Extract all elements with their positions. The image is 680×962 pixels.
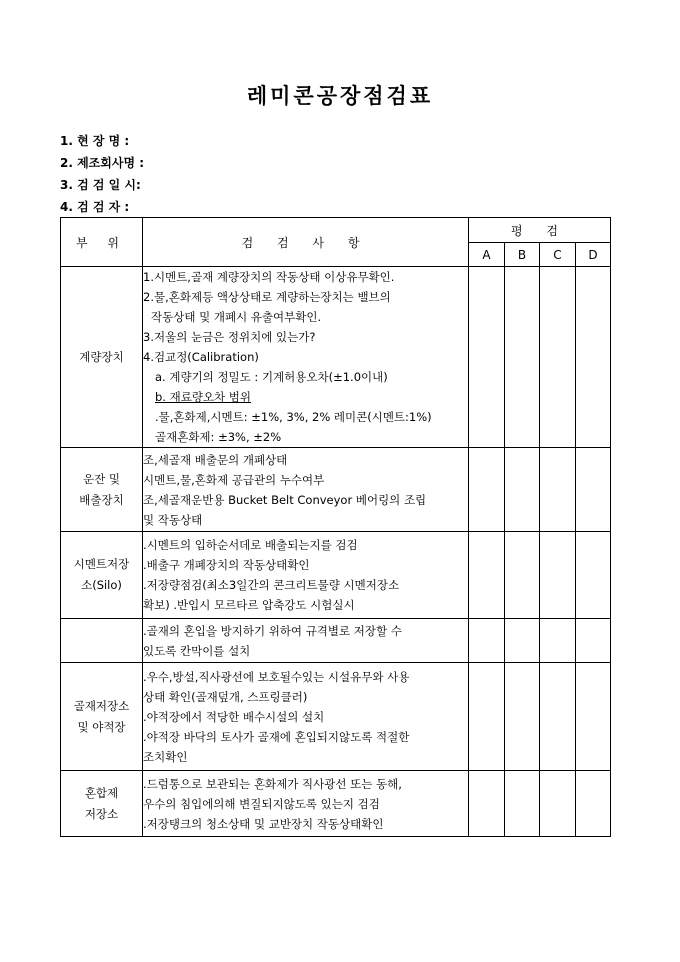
item-line: .야적장 바닥의 토사가 골재에 혼입되지않도록 적절한 (143, 729, 410, 744)
area-cell (61, 663, 143, 771)
grade-cell-c[interactable] (540, 267, 576, 448)
table-row (61, 663, 611, 771)
info-site-name: 1. 현 장 명 : (60, 134, 130, 148)
grade-cell-b[interactable] (505, 771, 540, 837)
grade-cell-d[interactable] (576, 619, 611, 663)
item-line: 4.검교정(Calibration) (143, 350, 259, 364)
area-cell (61, 267, 143, 448)
item-line: 및 작동상태 (143, 512, 203, 527)
area-label: 운잔 및 (83, 471, 120, 486)
table-row (61, 771, 611, 837)
item-line: 3.저울의 눈금은 정위치에 있는가? (143, 330, 316, 344)
item-line: 2.물,혼화제등 액상상태로 계량하는장치는 밸브의 (143, 290, 391, 304)
area-cell (61, 448, 143, 532)
grade-cell-d[interactable] (576, 663, 611, 771)
area-label: 시멘트저장 (73, 557, 130, 571)
grade-cell-b[interactable] (505, 267, 540, 448)
grade-cell-b[interactable] (505, 663, 540, 771)
info-inspection-date: 3. 검 검 일 시: (60, 178, 141, 192)
area-cell (61, 771, 143, 837)
area-label: 계량장치 (79, 349, 124, 364)
item-line: .우수,방설,직사광선에 보호될수있는 시설유무와 사용 (143, 669, 410, 684)
item-line: a. 계량기의 정밀도 : 기계허용오차(±1.0이내) (155, 370, 388, 384)
item-line: 상태 확인(골재덮개, 스프링클러) (143, 689, 308, 704)
item-line: 시멘트,물,혼화제 공급관의 누수여부 (143, 472, 325, 487)
header-items: 검 검 사 항 (143, 218, 469, 267)
grade-cell-c[interactable] (540, 663, 576, 771)
item-line: 확보) .반입시 모르타르 압축강도 시험실시 (143, 598, 355, 612)
area-label: 저장소 (84, 806, 119, 821)
header-area: 부 위 (61, 218, 143, 267)
area-cell (61, 619, 143, 663)
item-line (143, 387, 468, 407)
items-cell (143, 771, 469, 837)
area-label: 혼합제 (84, 785, 119, 800)
grade-cell-c[interactable] (540, 771, 576, 837)
inspection-table (60, 217, 611, 837)
grade-cell-c[interactable] (540, 532, 576, 619)
grade-cell-a[interactable] (469, 619, 505, 663)
item-line: 조,세골재운반용 Bucket Belt Conveyor 베어링의 조립 (143, 492, 427, 507)
items-cell (143, 448, 469, 532)
item-line: .저장량점검(최소3일간의 콘크리트물량 시멘저장소 (143, 578, 400, 592)
table-row (61, 448, 611, 532)
info-manufacturer: 2. 제조회사명 : (60, 156, 145, 170)
grade-cell-d[interactable] (576, 267, 611, 448)
grade-cell-b[interactable] (505, 532, 540, 619)
item-line: .드럼통으로 보관되는 혼화제가 직사광선 또는 동해, (143, 776, 402, 791)
item-line: .저장탱크의 청소상태 및 교반장치 작동상태확인 (143, 816, 384, 831)
item-line: 작동상태 및 개폐시 유출여부확인. (151, 310, 322, 324)
grade-cell-c[interactable] (540, 448, 576, 532)
header-grade-d: D (576, 243, 611, 267)
info-inspector: 4. 검 검 자 : (60, 200, 130, 214)
grade-cell-b[interactable] (505, 448, 540, 532)
area-label: 및 야적장 (77, 719, 126, 734)
header-grade-a: A (469, 243, 505, 267)
header-grade-b: B (505, 243, 540, 267)
grade-cell-d[interactable] (576, 771, 611, 837)
header-grade-c: C (540, 243, 576, 267)
table-row (61, 267, 611, 448)
grade-cell-a[interactable] (469, 448, 505, 532)
item-line: 골재혼화제: ±3%, ±2% (155, 430, 282, 444)
item-line: .야적장에서 적당한 배수시설의 설치 (143, 709, 325, 724)
item-line: .골재의 혼입을 방지하기 위하여 규격별로 저장할 수 (143, 623, 402, 638)
grade-cell-c[interactable] (540, 619, 576, 663)
info-block (60, 130, 144, 218)
table-row (61, 619, 611, 663)
table-row (61, 532, 611, 619)
item-line: 조치확인 (143, 749, 188, 764)
grade-cell-a[interactable] (469, 663, 505, 771)
items-cell (143, 267, 469, 448)
item-line: 우수의 침입에의해 변질되지않도록 있는지 검검 (143, 796, 380, 811)
items-cell (143, 619, 469, 663)
header-evaluation: 평 검 (469, 218, 611, 243)
item-line: 조,세골재 배출문의 개폐상태 (143, 452, 288, 467)
items-cell (143, 663, 469, 771)
item-line: 1.시멘트,골재 계량장치의 작동상태 이상유무확인. (143, 270, 395, 284)
area-label: 배출장치 (79, 492, 124, 507)
area-label: 골재저장소 (73, 698, 130, 713)
grade-cell-d[interactable] (576, 448, 611, 532)
item-line: .물,혼화제,시멘트: ±1%, 3%, 2% 레미콘(시멘트:1%) (155, 410, 432, 424)
document-title: 레미콘공장점검표 (246, 83, 434, 108)
grade-cell-b[interactable] (505, 619, 540, 663)
item-line: .시멘트의 입하순서데로 배출되는지를 검검 (143, 538, 358, 552)
item-line-underlined: b. 재료량오차 범위 (155, 390, 252, 404)
item-line: 있도록 칸막이를 설치 (143, 643, 251, 658)
grade-cell-a[interactable] (469, 267, 505, 448)
area-label: 소(Silo) (81, 578, 122, 592)
grade-cell-a[interactable] (469, 532, 505, 619)
grade-cell-a[interactable] (469, 771, 505, 837)
area-cell (61, 532, 143, 619)
items-cell (143, 532, 469, 619)
item-line: .배출구 개폐장치의 작동상태확인 (143, 558, 310, 572)
grade-cell-d[interactable] (576, 532, 611, 619)
